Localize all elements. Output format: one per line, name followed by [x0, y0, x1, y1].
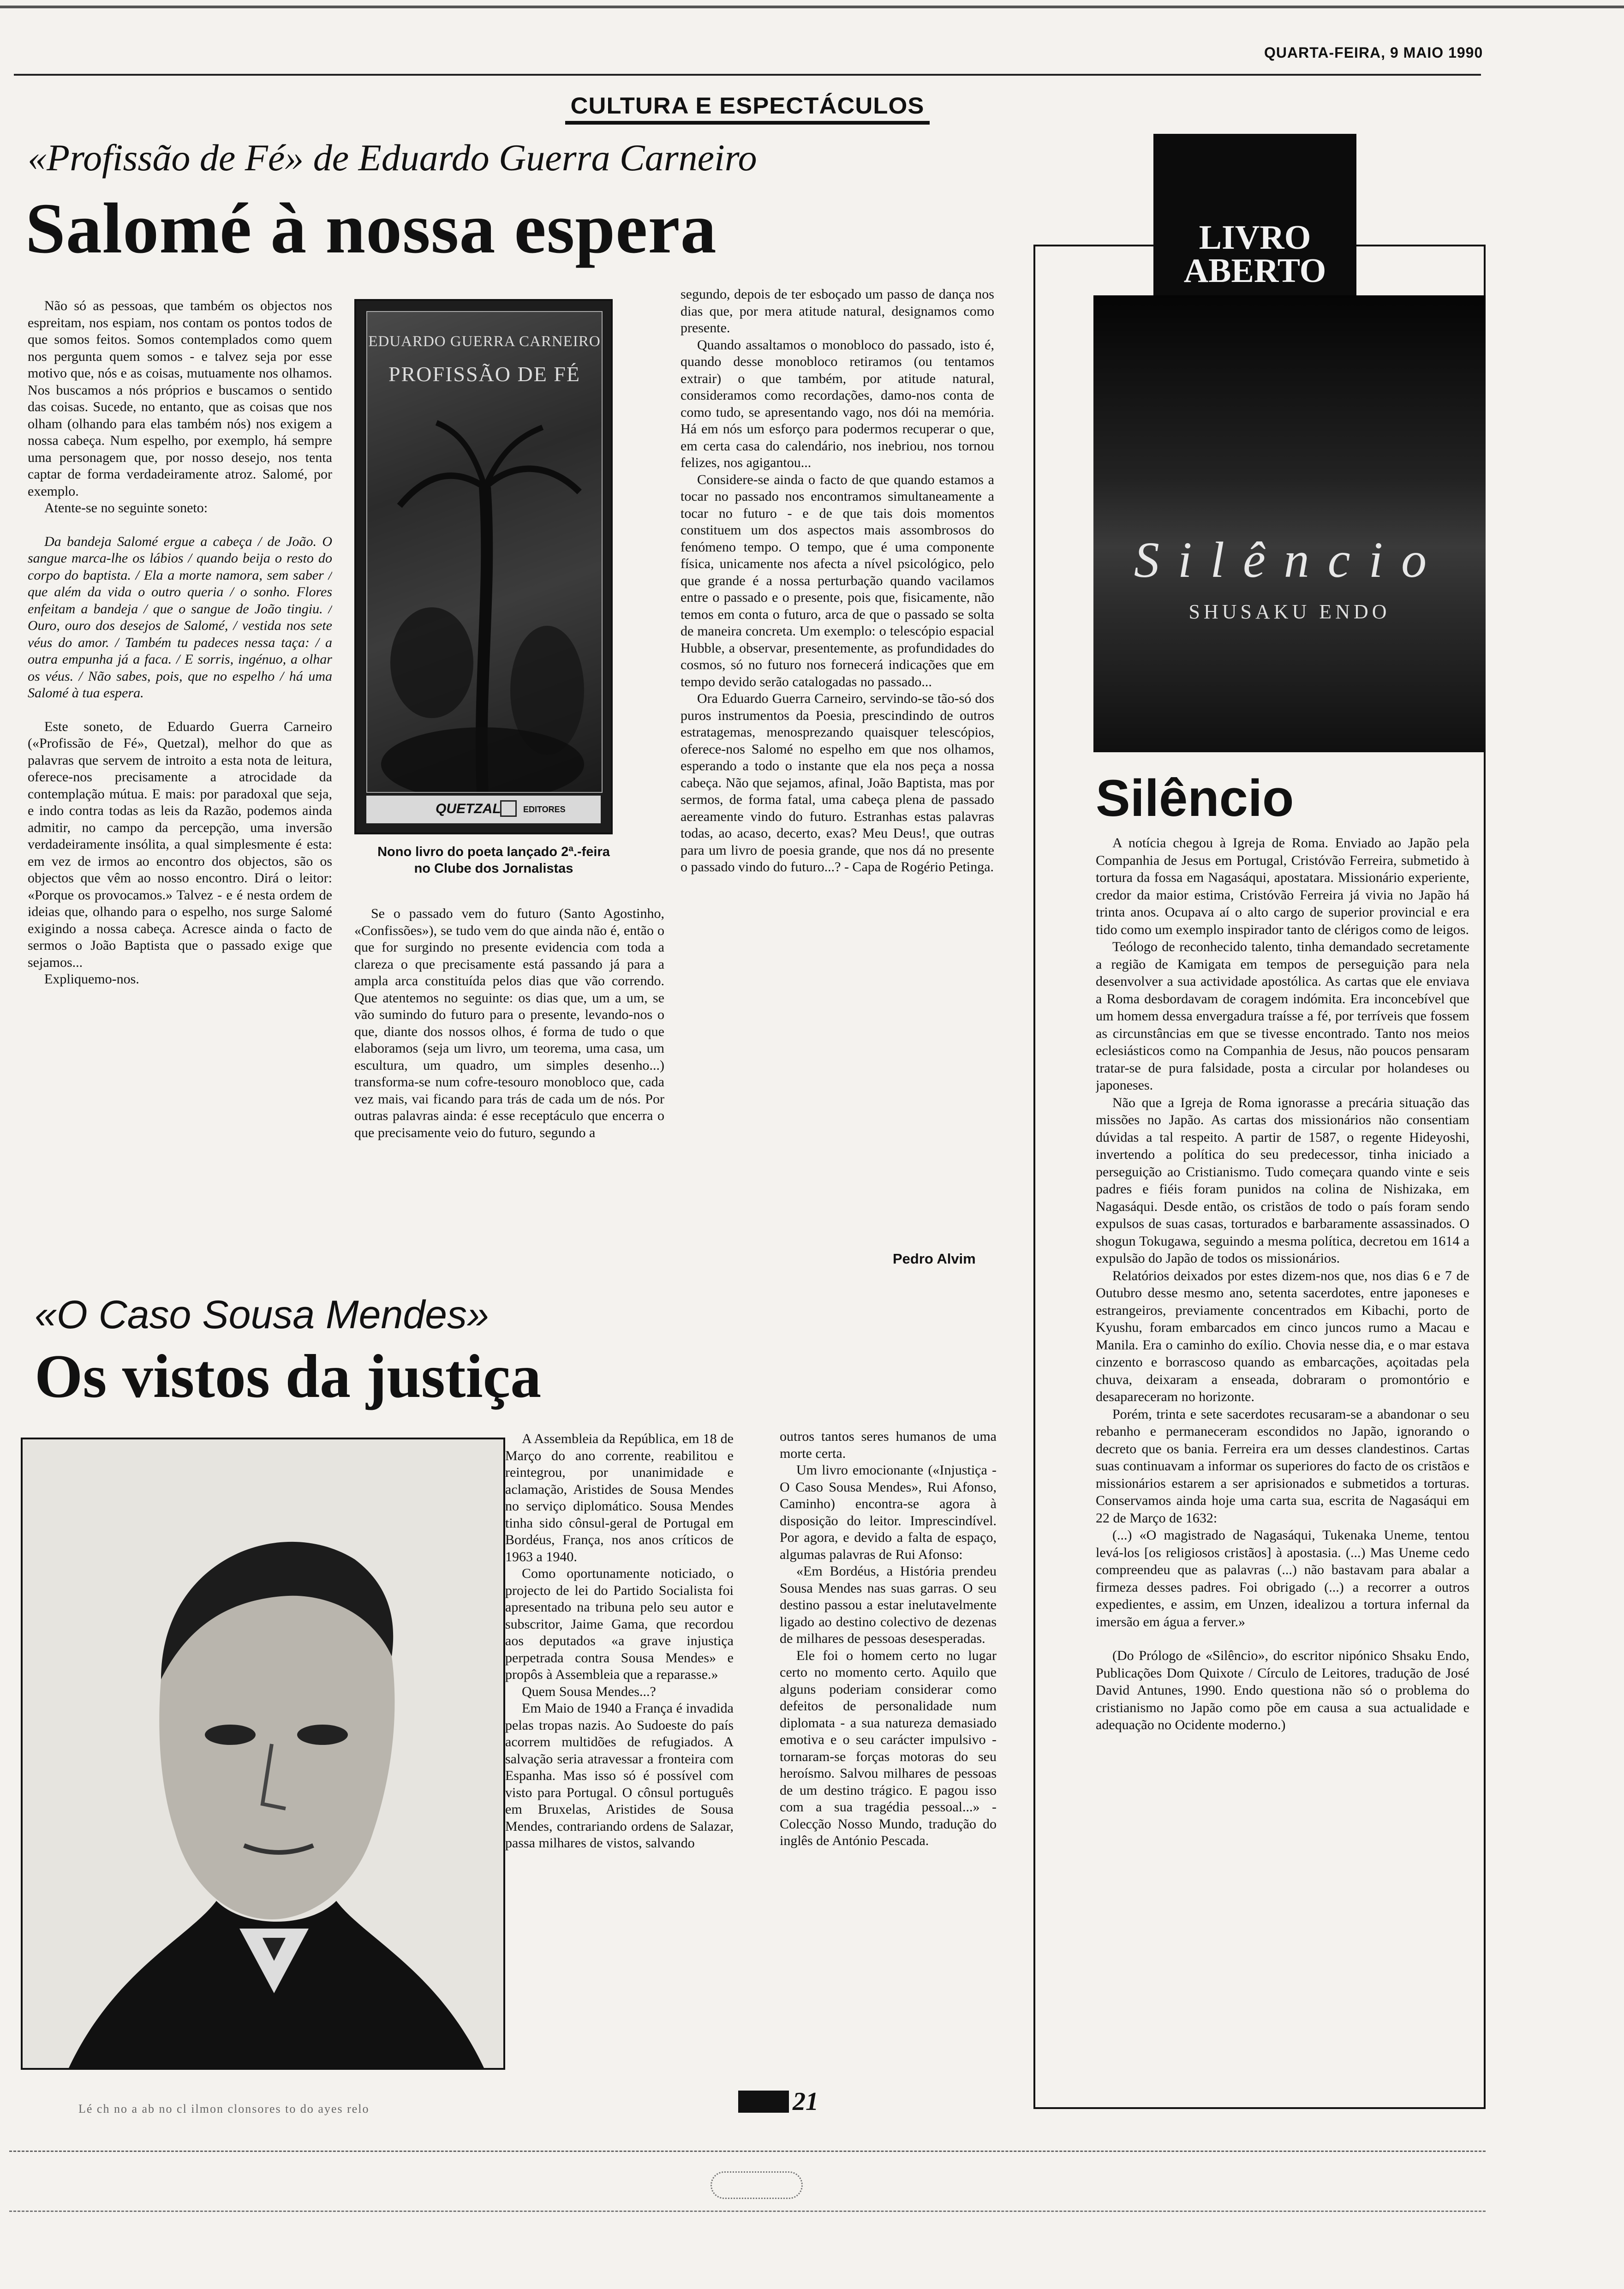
- paragraph: segundo, depois de ter esboçado um passo de dança nos dias que, por mera atitude natural, designamos como presente.: [681, 287, 994, 336]
- issue-date: QUARTA-FEIRA, 9 MAIO 1990: [1264, 44, 1483, 61]
- article2-kicker: «O Caso Sousa Mendes»: [35, 1293, 489, 1337]
- cover-art: [366, 311, 603, 793]
- top-rule: [0, 6, 1624, 8]
- badge-line-2: ABERTO: [1183, 252, 1326, 290]
- footer-dashed-rule-2: [9, 2211, 1486, 2212]
- book-caption: Nono livro do poeta lançado 2ª.-feira no Clube dos Jornalistas: [377, 845, 610, 876]
- cover-author: EDUARDO GUERRA CARNEIRO: [368, 333, 601, 350]
- portrait-illustration: [23, 1439, 503, 2068]
- publisher-strip: [366, 796, 601, 823]
- paragraph: (Do Prólogo de «Silêncio», do escritor nipónico Shsaku Endo, Publicações Dom Quixote / Círculo de Leitores, tradução de José David Antunes, 1990. Endo questiona não só o problema do cristianismo no Japão como põe em causa a sua actualidade e adequação no Ocidente moderno.): [1096, 1648, 1469, 1732]
- paragraph: Teólogo de reconhecido talento, tinha demandado secretamente a região de Kamigata em tempos de perseguição para nela desenvolver a sua actividade apostólica. As cartas que ele enviava a Roma desbordavam de coragem indómita. Era inconcebível que um homem dessa envergadura traísse a fé, por terríveis que fossem as circunstâncias em que se tivesse encontrado. Tanto nos meios eclesiásticos como na Companhia de Jesus, não poucos pensaram tratar-se de pura falsidade, posta a circular por holandeses ou japoneses.: [1096, 939, 1469, 1093]
- book-cover-profissao-de-fe: [354, 299, 613, 834]
- section-banner: CULTURA E ESPECTÁCULOS: [570, 93, 925, 119]
- paragraph: outros tantos seres humanos de uma morte certa.: [780, 1429, 997, 1461]
- footer-text: Lé ch no a ab no cl ilmon clonsores to do ayes relo: [78, 2102, 370, 2115]
- paragraph: Não que a Igreja de Roma ignorasse a precária situação das missões no Japão. As cartas dos missionários não consentiam dúvidas a tal respeito. A partir de 1587, o regente Hideyoshi, invertendo a política do seu predecessor, tinha iniciado a perseguição ao Cristianismo. Tudo começara quando vinte e seis padres e fiéis foram punidos na colina de Nishizaka, em Nagasáqui. Desde então, os cristãos de todo o país foram sendo expulsos de suas casas, torturados e barbaramente assassinados. O shogun Tokugawa, seguindo a mesma política, decretou em 1614 a expulsão do Japão de todos os missionários.: [1096, 1095, 1469, 1266]
- paragraph: (...) «O magistrado de Nagasáqui, Tukenaka Uneme, tentou levá-los [os religiosos cristãos] à apostasia. (...) Mas Uneme cedo compreendeu que as palavras (...) não bastavam para abalar a firmeza desses padres. Foi obrigado (...) a recorrer a outros expedientes, e assim, em Unzen, idealizou a tortura infernal da imersão em água a ferver.»: [1096, 1528, 1469, 1630]
- cover-author: SHUSAKU ENDO: [1188, 600, 1391, 623]
- footer-dashed-rule: [9, 2151, 1486, 2152]
- article1-column-3: [681, 286, 994, 1239]
- trim-mark-icon: [710, 2171, 803, 2199]
- poem: Da bandeja Salomé ergue a cabeça / de João. O sangue marca-lhe os lábios / quando beija o resto do corpo do baptista. / Ela a morte namora, sem saber / que além da vida o outro queria / o sonho. Flores enfeitam a bandeja / que o sangue de João tingiu. / Ouro, ouro dos desejos de Salomé, / vestida nos sete véus do amor. / Também tu padeces nessa taça: / a outra empunha já a faca. / E sorris, ingénuo, a olhar os véus. / Não sabes, pois, que no espelho / há uma Salomé à tua espera.: [28, 533, 332, 701]
- paragraph: A Assembleia da República, em 18 de Março do ano corrente, reabilitou e reintegrou, por unanimidade e aclamação, Aristides de Sousa Mendes no serviço diplomático. Sousa Mendes tinha sido cônsul-geral de Portugal em Bordéus, França, nos anos críticos de 1963 a 1940.: [505, 1431, 734, 1564]
- paragraph: Em Maio de 1940 a França é invadida pelas tropas nazis. Ao Sudoeste do país acorrem multidões de refugiados. A salvação seria atravessar a fronteira com Espanha. Mas isso só é possível com visto para Portugal. O cônsul português em Bruxelas, Aristides de Sousa Mendes, contrariando ordens de Salazar, passa milhares de vistos, salvando: [505, 1701, 734, 1851]
- paragraph: Não só as pessoas, que também os objectos nos espreitam, nos espiam, nos contam os pontos todos de que somos feitos. Somos contemplados como quem nos pergunta quem somos - e talvez seja por esse motivo que, nós e as coisas, mutuamente nos olhamos. Nos buscamos a nós próprios e buscamos o sentido das coisas. Sucede, no entanto, que as coisas que nos olham (olhando para elas também nós) nos exigem a nossa cabeça. Num espelho, por exemplo, há sempre uma personagem que, por nosso desejo, nos tenta captar de forma verdadeiramente atroz. Salomé, por exemplo.: [28, 298, 332, 499]
- paragraph: «Em Bordéus, a História prendeu Sousa Mendes nas suas garras. O seu destino passou a estar inelutavelmente ligado ao destino colectivo de dezenas de milhares de pessoas desesperadas.: [780, 1564, 997, 1646]
- book-cover-silencio: [1093, 295, 1486, 752]
- article1-column-1: [28, 298, 332, 1301]
- section-banner-rule: [565, 121, 930, 125]
- paragraph: Ele foi o homem certo no lugar certo no momento certo. Aquilo que alguns poderiam considerar como defeitos de personalidade num diplomata - a sua natureza demasiado emotiva e o seu carácter impulsivo - tornaram-se forças motoras do seu heroísmo. Salvou milhares de pessoas de um destino trágico. E pagou isso com a sua tragédia pessoal...» - Colecção Nosso Mundo, tradução do inglês de António Pescada.: [780, 1648, 997, 1848]
- paragraph: A notícia chegou à Igreja de Roma. Enviado ao Japão pela Companhia de Jesus em Portugal, Cristóvão Ferreira, submetido à tortura da fossa em Nagasáqui, apostatara. Missionário experiente, credor da maior estima, Cristóvão Ferreira já vivia no Japão há trinta anos. Ocupava aí o alto cargo de superior provincial e era tido como um exemplo inspirador tanto de clérigos como de leigos.: [1096, 835, 1469, 937]
- header-rule: [14, 74, 1481, 76]
- article1-kicker: «Profissão de Fé» de Eduardo Guerra Carneiro: [28, 137, 757, 179]
- cover-title: PROFISSÃO DE FÉ: [388, 362, 580, 386]
- paragraph: Atente-se no seguinte soneto:: [44, 500, 208, 515]
- article1-signature: Pedro Alvim: [893, 1251, 976, 1267]
- sidebar-headline: Silêncio: [1096, 769, 1294, 827]
- article2-column-2: [780, 1428, 997, 2074]
- paragraph: Se o passado vem do futuro (Santo Agostinho, «Confissões»), se tudo vem do que ainda não é, então o que for surgindo no presente evidencia com toda a clareza o que precisamente está passando já para a ampla arca constituída pelos dias que vão correndo. Que atentemos no seguinte: os dias que, um a um, se vão sumindo do futuro para o presente, levando-nos o que, diante dos nossos olhos, é forma de tudo o que elaboramos (seja um livro, um teorema, uma casa, um escultura, um quadro, um simples desenho...) transforma-se num cofre-tesouro monobloco que, cada vez mais, vai ficando para trás de cada um de nós. Por outras palavras ainda: é esse receptáculo que encerra o que precisamente veio do futuro, segundo a: [354, 906, 664, 1140]
- publisher-name: QUETZAL: [436, 801, 501, 816]
- article2-column-1: [505, 1431, 734, 2077]
- article1-column-2: [354, 905, 664, 1284]
- livro-aberto-badge: [1153, 134, 1356, 295]
- portrait-photo: [21, 1438, 505, 2070]
- cover-title: Silêncio: [1134, 532, 1445, 588]
- article2-headline: Os vistos da justiça: [35, 1342, 542, 1410]
- badge-line-1: LIVRO: [1199, 219, 1311, 257]
- article1-headline: Salomé à nossa espera: [25, 188, 717, 268]
- paragraph: Relatórios deixados por estes dizem-nos que, nos dias 6 e 7 de Outubro desse mesmo ano, setenta sacerdotes, entre japoneses e estrangeiros, previamente concentrados em Kibachi, porto de Kyushu, foram embarcados em cinco juncos rumo a Macau e Manila. Era o caminho do exílio. Chovia nesse dia, e o mar estava cinzento e borrascoso quando as embarcações, açoitadas pela chuva, deixaram a enseada, dobraram o promontório e desapareceram no horizonte.: [1096, 1268, 1469, 1404]
- publisher-logo-icon: [500, 800, 517, 817]
- paragraph: Como oportunamente noticiado, o projecto de lei do Partido Socialista foi apresentado na tribuna pelo seu autor e subscritor, Jaime Gama, que recordou aos deputados «a grave injustiça perpetrada contra Sousa Mendes» e propôs à Assembleia que a reparasse.»: [505, 1566, 734, 1682]
- paragraph: Quando assaltamos o monobloco do passado, isto é, quando desse monobloco retiramos (ou tentamos extrair) o que também, por atitude natural, consideramos como recordações, damo-nos conta de como tudo, se apresentando vago, nos dói na memória. Há em nós um esforço para podermos recuperar o que, em certa casa do calendário, nos inebriou, nos tornou felizes, nos agigantou...: [681, 337, 994, 470]
- paragraph: Um livro emocionante («Injustiça - O Caso Sousa Mendes», Rui Afonso, Caminho) encontra-se agora à disposição do leitor. Imprescindível. Por agora, e devido a falta de espaço, algumas palavras de Rui Afonso:: [780, 1462, 997, 1562]
- sidebar-body: [1096, 834, 1469, 2099]
- paragraph: Ora Eduardo Guerra Carneiro, servindo-se tão-só dos puros instrumentos da Poesia, prescindindo de outros estratagemas, menosprezando quaisquer telescópios, oferece-nos Salomé no espelho em que nos olhamos, esperando a todo o instante que ela nos peça a nossa cabeça. Não que sejamos, afinal, João Baptista, mas por sermos, de forma fatal, uma cabeça plena de passado aereamente vindo do futuro. Estranhas estas palavras todas, ao acaso, decerto, exas? Meu Deus!, que outras para um livro de poesia grande, que nos dá no presente o passado vindo do futuro...? - Capa de Rogério Petinga.: [681, 691, 994, 875]
- paragraph: Porém, trinta e sete sacerdotes recusaram-se a abandonar o seu rebanho e permaneceram escondidos no Japão, ignorando o decreto que os bania. Ferreira era um desses clandestinos. Cartas suas continuavam a informar os superiores do facto de os cristãos e missionários estarem a ser aprisionados e submetidos a torturas. Conservamos ainda hoje uma carta sua, escrita de Nagasáqui em 22 de Março de 1632:: [1096, 1406, 1469, 1526]
- paragraph: Considere-se ainda o facto de que quando estamos a tocar no passado nos encontramos simultaneamente a tocar no futuro - e de que tais dois momentos constituem um dos aspectos mais assombrosos do fenómeno tempo. O tempo, que é uma componente física, unicamente nos afecta a nível psicológico, pelo que grande é a nossa perturbação quando vacilamos entre o passado e o presente, pois que, fisicamente, não temos em conta o futuro, arca de que o passado se solta de maneira concreta. Um exemplo: o telescópio espacial Hubble, a observar, presentemente, as profundidades do cosmos, só no futuro nos fornecerá indicações que em tempo devido serão catalogadas no passado...: [681, 472, 994, 689]
- paragraph: Este soneto, de Eduardo Guerra Carneiro («Profissão de Fé», Quetzal), melhor do que as palavras que servem de introito a esta nota de leitura, oferece-nos precisamente a atrocidade da contemplação mútua. E mais: por paradoxal que seja, e indo contra todas as leis da Razão, podemos ainda admitir, no campo da percepção, uma inversão verdadeiramente insólita, a qual simplesmente é esta: em vez de irmos ao encontro dos objectos, são os objectos que vêm ao nosso encontro. Dirá o leitor: «Porque os provocamos.» Talvez - e é nesta ordem de ideias que, olhando para o espelho, nos surge Salomé exigindo a nossa cabeça. Acresce ainda o facto de sermos o João Baptista que o passado exige que sejamos...: [28, 719, 332, 970]
- footer-logo-icon: [738, 2091, 789, 2113]
- paragraph: Quem Sousa Mendes...?: [522, 1684, 656, 1699]
- publisher-suffix: EDITORES: [523, 805, 566, 814]
- paragraph: Expliquemo-nos.: [44, 971, 139, 987]
- page-number: 21: [793, 2087, 818, 2116]
